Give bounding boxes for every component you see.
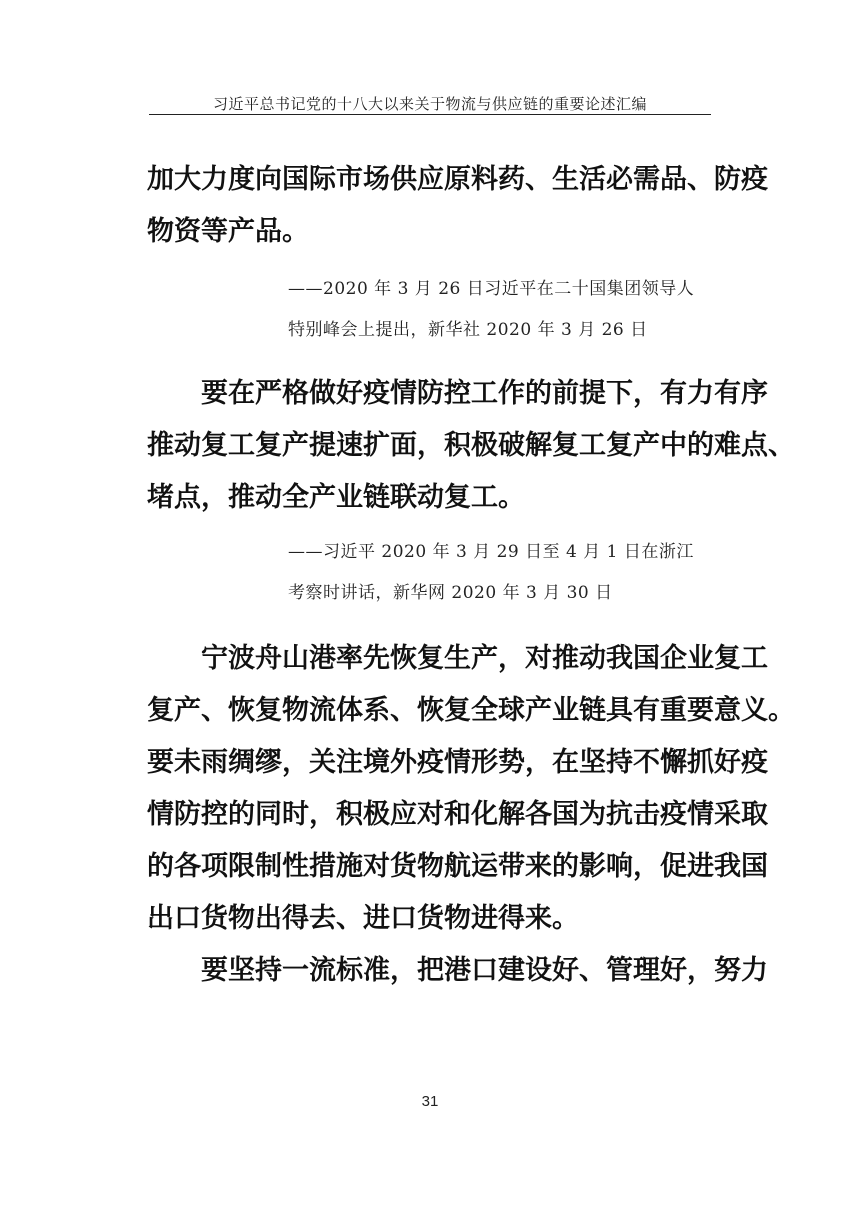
body-text-line: 的各项限制性措施对货物航运带来的影响，促进我国 [147, 851, 768, 882]
body-text-line: 要未雨绸缪，关注境外疫情形势，在坚持不懈抓好疫 [147, 747, 768, 778]
body-text-line: 复产、恢复物流体系、恢复全球产业链具有重要意义。 [147, 695, 795, 726]
source-citation-line: 考察时讲话，新华网 2020 年 3 月 30 日 [288, 583, 613, 603]
body-text-line: 推动复工复产提速扩面，积极破解复工复产中的难点、 [147, 430, 795, 461]
source-citation-line: ——习近平 2020 年 3 月 29 日至 4 月 1 日在浙江 [288, 542, 694, 562]
body-text-line: 加大力度向国际市场供应原料药、生活必需品、防疫 [147, 164, 768, 195]
body-text-line: 宁波舟山港率先恢复生产，对推动我国企业复工 [201, 643, 768, 674]
body-text-line: 出口货物出得去、进口货物进得来。 [147, 903, 579, 934]
body-text-line: 情防控的同时，积极应对和化解各国为抗击疫情采取 [147, 799, 768, 830]
header-rule [149, 114, 711, 115]
body-text-line: 要坚持一流标准，把港口建设好、管理好，努力 [201, 955, 768, 986]
body-text-line: 物资等产品。 [147, 216, 309, 247]
source-citation-line: ——2020 年 3 月 26 日习近平在二十国集团领导人 [288, 279, 695, 299]
body-text-line: 要在严格做好疫情防控工作的前提下，有力有序 [201, 378, 768, 409]
source-citation-line: 特别峰会上提出，新华社 2020 年 3 月 26 日 [288, 320, 648, 340]
running-header: 习近平总书记党的十八大以来关于物流与供应链的重要论述汇编 [212, 95, 647, 113]
body-text-line: 堵点，推动全产业链联动复工。 [147, 482, 525, 513]
page-number: 31 [421, 1093, 439, 1110]
